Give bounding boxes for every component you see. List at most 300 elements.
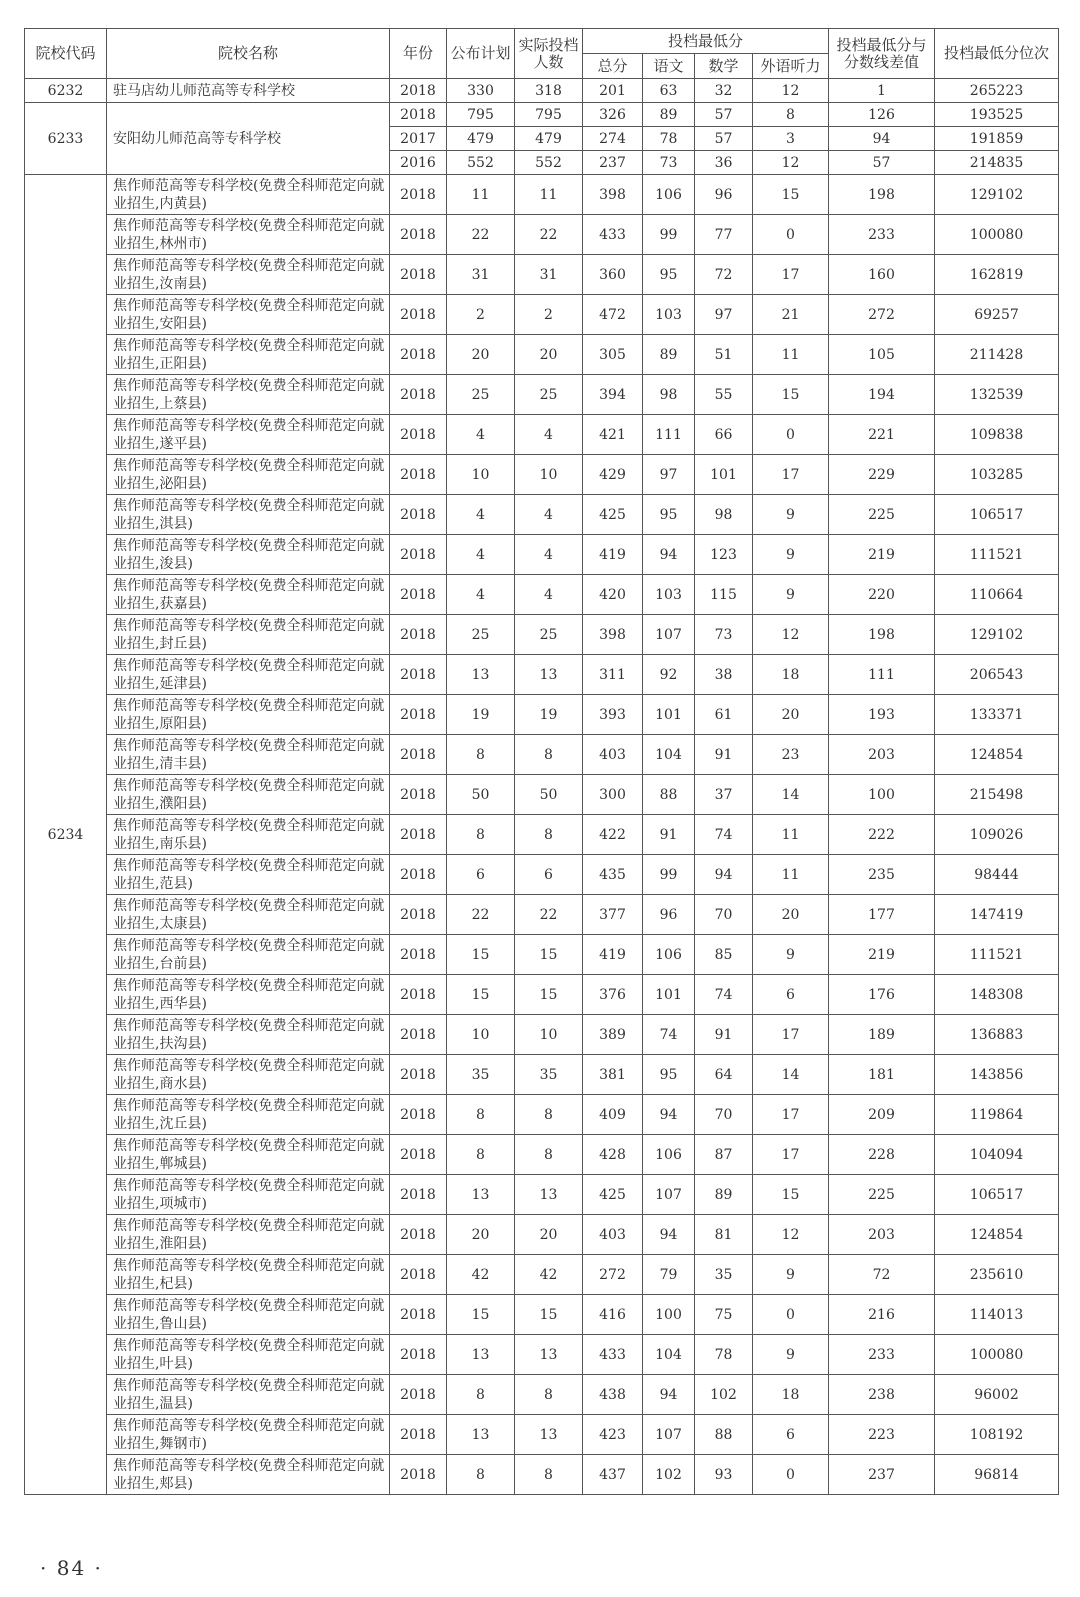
table-header — [25, 29, 1059, 79]
cell-rank: 124854 — [935, 735, 1059, 775]
cell-year: 2018 — [390, 535, 447, 575]
cell-chinese: 95 — [643, 255, 695, 295]
cell-rank: 215498 — [935, 775, 1059, 815]
cell-chinese: 102 — [643, 1455, 695, 1495]
cell-total: 425 — [583, 1175, 643, 1215]
cell-english: 9 — [753, 535, 829, 575]
cell-total: 433 — [583, 215, 643, 255]
cell-year: 2018 — [390, 1375, 447, 1415]
cell-rank: 109026 — [935, 815, 1059, 855]
cell-chinese: 95 — [643, 1055, 695, 1095]
cell-rank: 206543 — [935, 655, 1059, 695]
cell-math: 66 — [695, 415, 753, 455]
cell-total: 398 — [583, 175, 643, 215]
cell-year: 2018 — [390, 975, 447, 1015]
school-name: 焦作师范高等专科学校(免费全科师范定向就业招生,叶县) — [107, 1335, 390, 1375]
cell-total: 376 — [583, 975, 643, 1015]
header-name: 院校名称 — [107, 29, 390, 79]
cell-english: 0 — [753, 415, 829, 455]
cell-rank: 96814 — [935, 1455, 1059, 1495]
cell-total: 421 — [583, 415, 643, 455]
cell-math: 97 — [695, 295, 753, 335]
cell-actual: 25 — [515, 615, 583, 655]
cell-english: 17 — [753, 255, 829, 295]
cell-actual: 50 — [515, 775, 583, 815]
cell-diff: 111 — [829, 655, 935, 695]
cell-actual: 15 — [515, 1295, 583, 1335]
cell-total: 419 — [583, 935, 643, 975]
cell-english: 17 — [753, 1095, 829, 1135]
table-row — [25, 1215, 1059, 1255]
cell-english: 8 — [753, 103, 829, 127]
table-row — [25, 655, 1059, 695]
cell-actual: 795 — [515, 103, 583, 127]
school-name: 焦作师范高等专科学校(免费全科师范定向就业招生,获嘉县) — [107, 575, 390, 615]
cell-rank: 96002 — [935, 1375, 1059, 1415]
cell-chinese: 94 — [643, 1375, 695, 1415]
cell-math: 96 — [695, 175, 753, 215]
table-row — [25, 103, 1059, 127]
school-name: 焦作师范高等专科学校(免费全科师范定向就业招生,林州市) — [107, 215, 390, 255]
cell-rank: 191859 — [935, 127, 1059, 151]
cell-chinese: 100 — [643, 1295, 695, 1335]
cell-actual: 13 — [515, 1175, 583, 1215]
table-row — [25, 615, 1059, 655]
school-name: 焦作师范高等专科学校(免费全科师范定向就业招生,西华县) — [107, 975, 390, 1015]
cell-english: 6 — [753, 1415, 829, 1455]
header-actual: 实际投档人数 — [515, 29, 583, 79]
cell-rank: 143856 — [935, 1055, 1059, 1095]
cell-chinese: 88 — [643, 775, 695, 815]
school-name: 焦作师范高等专科学校(免费全科师范定向就业招生,内黄县) — [107, 175, 390, 215]
cell-rank: 235610 — [935, 1255, 1059, 1295]
school-name: 焦作师范高等专科学校(免费全科师范定向就业招生,遂平县) — [107, 415, 390, 455]
school-name: 焦作师范高等专科学校(免费全科师范定向就业招生,舞钢市) — [107, 1415, 390, 1455]
school-code: 6233 — [25, 103, 107, 175]
cell-actual: 8 — [515, 1455, 583, 1495]
cell-english: 12 — [753, 615, 829, 655]
cell-total: 435 — [583, 855, 643, 895]
cell-actual: 8 — [515, 815, 583, 855]
school-name: 焦作师范高等专科学校(免费全科师范定向就业招生,泌阳县) — [107, 455, 390, 495]
cell-english: 20 — [753, 695, 829, 735]
cell-year: 2017 — [390, 127, 447, 151]
cell-math: 51 — [695, 335, 753, 375]
school-name: 驻马店幼儿师范高等专科学校 — [107, 79, 390, 103]
cell-total: 403 — [583, 735, 643, 775]
cell-diff: 220 — [829, 575, 935, 615]
cell-actual: 25 — [515, 375, 583, 415]
cell-plan: 11 — [447, 175, 515, 215]
cell-year: 2018 — [390, 655, 447, 695]
cell-english: 9 — [753, 1255, 829, 1295]
cell-chinese: 106 — [643, 1135, 695, 1175]
table-row — [25, 975, 1059, 1015]
cell-math: 32 — [695, 79, 753, 103]
cell-rank: 136883 — [935, 1015, 1059, 1055]
cell-plan: 4 — [447, 415, 515, 455]
cell-rank: 69257 — [935, 295, 1059, 335]
cell-chinese: 104 — [643, 735, 695, 775]
cell-rank: 148308 — [935, 975, 1059, 1015]
table-row — [25, 175, 1059, 215]
header-code: 院校代码 — [25, 29, 107, 79]
cell-year: 2018 — [390, 103, 447, 127]
cell-actual: 479 — [515, 127, 583, 151]
cell-plan: 479 — [447, 127, 515, 151]
cell-year: 2018 — [390, 175, 447, 215]
cell-total: 438 — [583, 1375, 643, 1415]
table-row — [25, 1295, 1059, 1335]
school-name: 焦作师范高等专科学校(免费全科师范定向就业招生,太康县) — [107, 895, 390, 935]
school-name: 焦作师范高等专科学校(免费全科师范定向就业招生,台前县) — [107, 935, 390, 975]
cell-rank: 119864 — [935, 1095, 1059, 1135]
cell-math: 72 — [695, 255, 753, 295]
cell-chinese: 103 — [643, 575, 695, 615]
cell-total: 381 — [583, 1055, 643, 1095]
table-row — [25, 1375, 1059, 1415]
cell-plan: 22 — [447, 215, 515, 255]
table-body — [25, 79, 1059, 1495]
cell-chinese: 79 — [643, 1255, 695, 1295]
cell-year: 2018 — [390, 79, 447, 103]
cell-year: 2018 — [390, 335, 447, 375]
cell-plan: 8 — [447, 1135, 515, 1175]
school-name: 焦作师范高等专科学校(免费全科师范定向就业招生,延津县) — [107, 655, 390, 695]
cell-plan: 25 — [447, 375, 515, 415]
cell-diff: 235 — [829, 855, 935, 895]
cell-plan: 4 — [447, 495, 515, 535]
header-plan: 公布计划 — [447, 29, 515, 79]
cell-year: 2018 — [390, 1295, 447, 1335]
cell-diff: 181 — [829, 1055, 935, 1095]
cell-year: 2018 — [390, 1015, 447, 1055]
cell-total: 422 — [583, 815, 643, 855]
cell-chinese: 94 — [643, 1095, 695, 1135]
cell-plan: 330 — [447, 79, 515, 103]
cell-year: 2018 — [390, 695, 447, 735]
school-name: 焦作师范高等专科学校(免费全科师范定向就业招生,项城市) — [107, 1175, 390, 1215]
cell-math: 64 — [695, 1055, 753, 1095]
header-english: 外语听力 — [753, 54, 829, 79]
cell-english: 21 — [753, 295, 829, 335]
cell-year: 2018 — [390, 935, 447, 975]
cell-diff: 1 — [829, 79, 935, 103]
school-name: 焦作师范高等专科学校(免费全科师范定向就业招生,杞县) — [107, 1255, 390, 1295]
cell-rank: 193525 — [935, 103, 1059, 127]
cell-chinese: 99 — [643, 855, 695, 895]
cell-plan: 15 — [447, 1295, 515, 1335]
cell-plan: 15 — [447, 975, 515, 1015]
cell-year: 2018 — [390, 815, 447, 855]
school-name: 焦作师范高等专科学校(免费全科师范定向就业招生,汝南县) — [107, 255, 390, 295]
cell-total: 305 — [583, 335, 643, 375]
cell-diff: 233 — [829, 215, 935, 255]
cell-year: 2016 — [390, 151, 447, 175]
cell-year: 2018 — [390, 1415, 447, 1455]
cell-year: 2018 — [390, 895, 447, 935]
school-name: 焦作师范高等专科学校(免费全科师范定向就业招生,商水县) — [107, 1055, 390, 1095]
cell-english: 9 — [753, 935, 829, 975]
cell-english: 11 — [753, 815, 829, 855]
cell-math: 85 — [695, 935, 753, 975]
cell-math: 123 — [695, 535, 753, 575]
cell-total: 377 — [583, 895, 643, 935]
cell-plan: 13 — [447, 655, 515, 695]
cell-english: 0 — [753, 215, 829, 255]
table-row — [25, 335, 1059, 375]
cell-actual: 19 — [515, 695, 583, 735]
cell-rank: 104094 — [935, 1135, 1059, 1175]
cell-chinese: 101 — [643, 695, 695, 735]
cell-actual: 6 — [515, 855, 583, 895]
cell-year: 2018 — [390, 375, 447, 415]
header-rank: 投档最低分位次 — [935, 29, 1059, 79]
cell-math: 115 — [695, 575, 753, 615]
cell-chinese: 74 — [643, 1015, 695, 1055]
cell-chinese: 97 — [643, 455, 695, 495]
cell-total: 274 — [583, 127, 643, 151]
cell-rank: 106517 — [935, 1175, 1059, 1215]
cell-diff: 177 — [829, 895, 935, 935]
cell-actual: 15 — [515, 935, 583, 975]
cell-math: 57 — [695, 103, 753, 127]
cell-diff: 221 — [829, 415, 935, 455]
cell-year: 2018 — [390, 1055, 447, 1095]
cell-math: 35 — [695, 1255, 753, 1295]
cell-english: 17 — [753, 455, 829, 495]
cell-chinese: 107 — [643, 1415, 695, 1455]
cell-math: 37 — [695, 775, 753, 815]
page-number: · 84 · — [40, 1556, 103, 1580]
cell-math: 55 — [695, 375, 753, 415]
cell-english: 12 — [753, 151, 829, 175]
header-chinese: 语文 — [643, 54, 695, 79]
table-row — [25, 735, 1059, 775]
cell-english: 17 — [753, 1015, 829, 1055]
cell-plan: 2 — [447, 295, 515, 335]
cell-chinese: 107 — [643, 615, 695, 655]
cell-math: 91 — [695, 735, 753, 775]
cell-rank: 100080 — [935, 215, 1059, 255]
school-name: 焦作师范高等专科学校(免费全科师范定向就业招生,正阳县) — [107, 335, 390, 375]
table-row — [25, 695, 1059, 735]
header-math: 数学 — [695, 54, 753, 79]
cell-english: 0 — [753, 1295, 829, 1335]
cell-rank: 147419 — [935, 895, 1059, 935]
cell-total: 389 — [583, 1015, 643, 1055]
cell-total: 403 — [583, 1215, 643, 1255]
cell-chinese: 107 — [643, 1175, 695, 1215]
school-code: 6232 — [25, 79, 107, 103]
cell-math: 70 — [695, 895, 753, 935]
cell-plan: 8 — [447, 735, 515, 775]
cell-actual: 22 — [515, 215, 583, 255]
cell-year: 2018 — [390, 1175, 447, 1215]
table-row — [25, 1335, 1059, 1375]
cell-math: 75 — [695, 1295, 753, 1335]
cell-diff: 105 — [829, 335, 935, 375]
cell-actual: 13 — [515, 1335, 583, 1375]
cell-actual: 11 — [515, 175, 583, 215]
cell-math: 74 — [695, 815, 753, 855]
cell-math: 77 — [695, 215, 753, 255]
table-row — [25, 815, 1059, 855]
cell-chinese: 99 — [643, 215, 695, 255]
cell-english: 3 — [753, 127, 829, 151]
cell-chinese: 63 — [643, 79, 695, 103]
cell-actual: 8 — [515, 735, 583, 775]
cell-year: 2018 — [390, 215, 447, 255]
school-name: 焦作师范高等专科学校(免费全科师范定向就业招生,郏县) — [107, 1455, 390, 1495]
cell-english: 9 — [753, 495, 829, 535]
cell-plan: 552 — [447, 151, 515, 175]
cell-plan: 50 — [447, 775, 515, 815]
cell-diff: 100 — [829, 775, 935, 815]
cell-english: 15 — [753, 175, 829, 215]
table-row — [25, 1455, 1059, 1495]
cell-year: 2018 — [390, 775, 447, 815]
cell-english: 11 — [753, 855, 829, 895]
school-name: 焦作师范高等专科学校(免费全科师范定向就业招生,淇县) — [107, 495, 390, 535]
admission-score-table-container — [24, 28, 1059, 1495]
cell-math: 88 — [695, 1415, 753, 1455]
cell-rank: 162819 — [935, 255, 1059, 295]
cell-chinese: 94 — [643, 1215, 695, 1255]
cell-english: 14 — [753, 775, 829, 815]
cell-actual: 318 — [515, 79, 583, 103]
school-name: 焦作师范高等专科学校(免费全科师范定向就业招生,淮阳县) — [107, 1215, 390, 1255]
cell-rank: 106517 — [935, 495, 1059, 535]
cell-total: 272 — [583, 1255, 643, 1295]
table-row — [25, 1095, 1059, 1135]
cell-total: 429 — [583, 455, 643, 495]
cell-rank: 111521 — [935, 535, 1059, 575]
school-name: 焦作师范高等专科学校(免费全科师范定向就业招生,温县) — [107, 1375, 390, 1415]
cell-rank: 108192 — [935, 1415, 1059, 1455]
cell-diff: 219 — [829, 935, 935, 975]
cell-english: 14 — [753, 1055, 829, 1095]
cell-actual: 15 — [515, 975, 583, 1015]
cell-actual: 31 — [515, 255, 583, 295]
cell-chinese: 78 — [643, 127, 695, 151]
cell-plan: 6 — [447, 855, 515, 895]
cell-rank: 100080 — [935, 1335, 1059, 1375]
table-row — [25, 375, 1059, 415]
cell-year: 2018 — [390, 575, 447, 615]
cell-chinese: 101 — [643, 975, 695, 1015]
cell-year: 2018 — [390, 495, 447, 535]
cell-diff: 189 — [829, 1015, 935, 1055]
cell-plan: 13 — [447, 1335, 515, 1375]
cell-english: 20 — [753, 895, 829, 935]
cell-rank: 124854 — [935, 1215, 1059, 1255]
cell-math: 78 — [695, 1335, 753, 1375]
cell-diff: 238 — [829, 1375, 935, 1415]
school-name: 焦作师范高等专科学校(免费全科师范定向就业招生,扶沟县) — [107, 1015, 390, 1055]
cell-chinese: 89 — [643, 335, 695, 375]
cell-chinese: 95 — [643, 495, 695, 535]
cell-diff: 203 — [829, 1215, 935, 1255]
cell-english: 11 — [753, 335, 829, 375]
cell-diff: 216 — [829, 1295, 935, 1335]
cell-math: 70 — [695, 1095, 753, 1135]
cell-year: 2018 — [390, 1255, 447, 1295]
cell-english: 17 — [753, 1135, 829, 1175]
table-row — [25, 1255, 1059, 1295]
cell-math: 94 — [695, 855, 753, 895]
cell-actual: 10 — [515, 455, 583, 495]
cell-total: 398 — [583, 615, 643, 655]
cell-actual: 4 — [515, 415, 583, 455]
cell-math: 38 — [695, 655, 753, 695]
cell-total: 393 — [583, 695, 643, 735]
cell-english: 9 — [753, 1335, 829, 1375]
cell-math: 81 — [695, 1215, 753, 1255]
cell-plan: 42 — [447, 1255, 515, 1295]
cell-year: 2018 — [390, 415, 447, 455]
cell-actual: 35 — [515, 1055, 583, 1095]
cell-plan: 19 — [447, 695, 515, 735]
cell-year: 2018 — [390, 295, 447, 335]
cell-english: 23 — [753, 735, 829, 775]
cell-english: 12 — [753, 1215, 829, 1255]
cell-total: 423 — [583, 1415, 643, 1455]
cell-chinese: 89 — [643, 103, 695, 127]
cell-plan: 20 — [447, 1215, 515, 1255]
table-row — [25, 1415, 1059, 1455]
cell-plan: 22 — [447, 895, 515, 935]
table-row — [25, 535, 1059, 575]
cell-diff: 194 — [829, 375, 935, 415]
cell-math: 89 — [695, 1175, 753, 1215]
header-diff: 投档最低分与分数线差值 — [829, 29, 935, 79]
table-row — [25, 775, 1059, 815]
cell-chinese: 103 — [643, 295, 695, 335]
table-row — [25, 855, 1059, 895]
cell-chinese: 106 — [643, 935, 695, 975]
cell-plan: 10 — [447, 1015, 515, 1055]
cell-rank: 109838 — [935, 415, 1059, 455]
cell-math: 57 — [695, 127, 753, 151]
cell-plan: 13 — [447, 1415, 515, 1455]
cell-total: 311 — [583, 655, 643, 695]
cell-chinese: 98 — [643, 375, 695, 415]
cell-plan: 4 — [447, 575, 515, 615]
cell-diff: 94 — [829, 127, 935, 151]
cell-plan: 10 — [447, 455, 515, 495]
cell-english: 12 — [753, 79, 829, 103]
cell-plan: 35 — [447, 1055, 515, 1095]
cell-chinese: 111 — [643, 415, 695, 455]
school-name: 焦作师范高等专科学校(免费全科师范定向就业招生,原阳县) — [107, 695, 390, 735]
cell-diff: 219 — [829, 535, 935, 575]
cell-diff: 209 — [829, 1095, 935, 1135]
header-min-group: 投档最低分 — [583, 29, 829, 54]
cell-diff: 126 — [829, 103, 935, 127]
cell-total: 326 — [583, 103, 643, 127]
cell-diff: 198 — [829, 175, 935, 215]
cell-total: 437 — [583, 1455, 643, 1495]
cell-chinese: 92 — [643, 655, 695, 695]
cell-diff: 225 — [829, 1175, 935, 1215]
cell-total: 201 — [583, 79, 643, 103]
cell-actual: 20 — [515, 335, 583, 375]
cell-math: 74 — [695, 975, 753, 1015]
cell-actual: 13 — [515, 1415, 583, 1455]
cell-total: 420 — [583, 575, 643, 615]
cell-actual: 10 — [515, 1015, 583, 1055]
